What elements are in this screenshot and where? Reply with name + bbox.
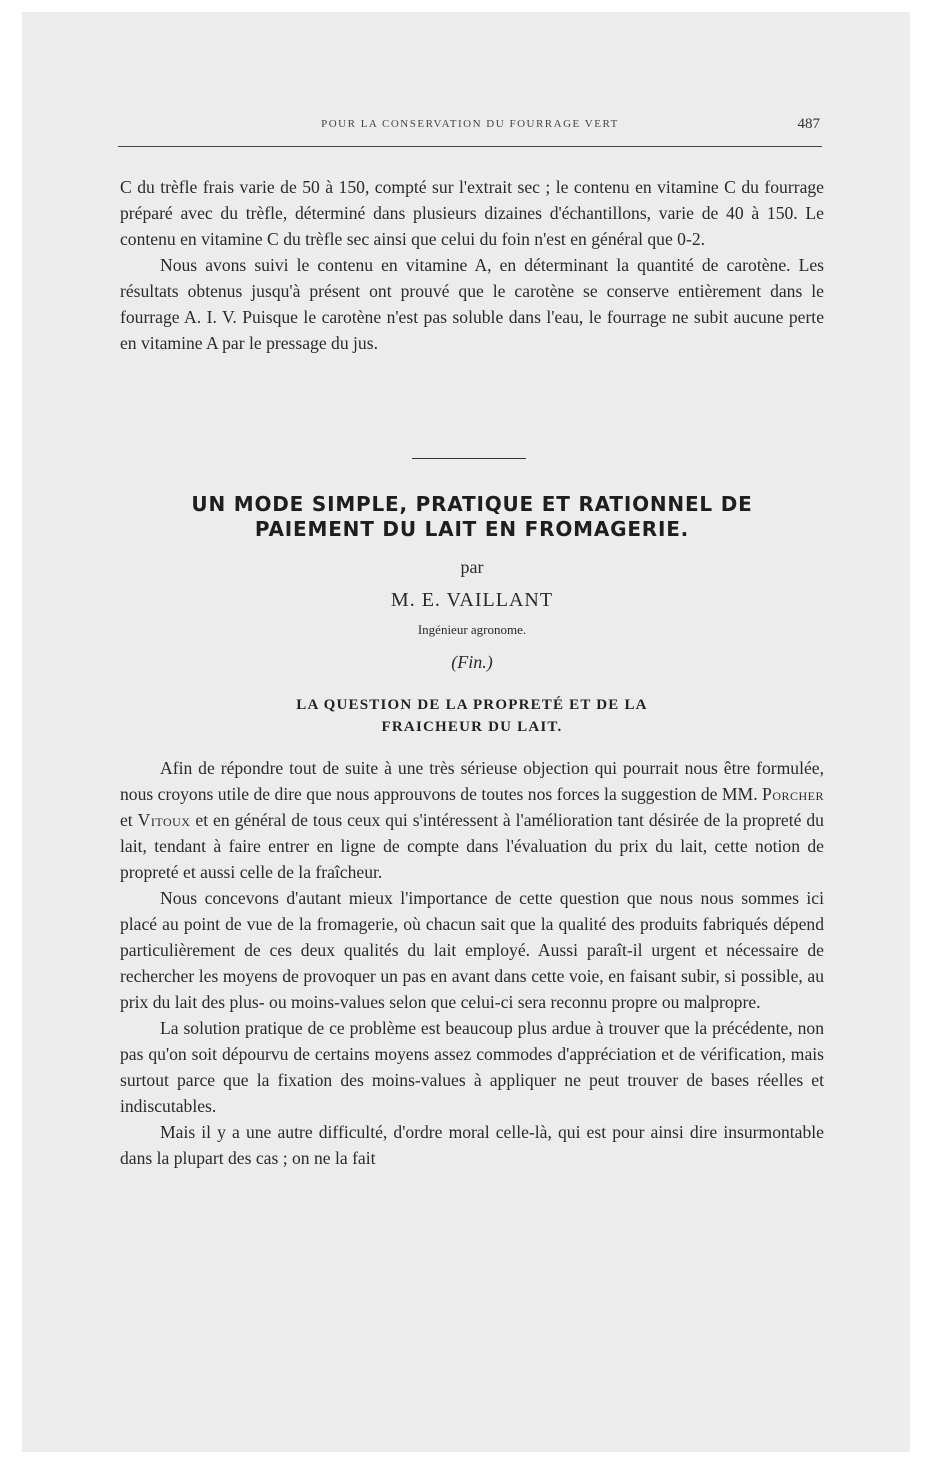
page-number: 487 <box>797 116 820 132</box>
paragraph-1-end: et en général de tous ceux qui s'intéressent à l'amélioration tant désirée de la propreté du lait, tendant à faire entrer en ligne de compte dans l'évaluation du prix du lait, cette notion de propreté et aussi celle de la fraîcheur. <box>120 810 824 882</box>
header-rule <box>118 146 822 147</box>
section-heading-line-1: LA QUESTION DE LA PROPRETÉ ET DE LA <box>296 697 648 713</box>
author-role: Ingénieur agronome. <box>417 622 527 637</box>
section-heading <box>120 694 824 738</box>
article-title-line-2: PAIEMENT DU LAIT EN FROMAGERIE. <box>254 517 690 541</box>
byline-par: par <box>460 557 484 577</box>
section-paragraph-4: Mais il y a une autre difficulté, d'ordre moral celle-là, qui est pour ainsi dire insurmontable dans la plupart des cas ; on ne la fait <box>120 1122 824 1168</box>
section-paragraph-1 <box>120 755 824 885</box>
intro-text <box>120 174 824 356</box>
paragraph-1-start: Afin de répondre tout de suite à une très sérieuse objection qui pourrait nous être formulée, nous croyons utile de dire que nous approuvons de toutes nos forces la suggestion de MM. <box>120 758 824 804</box>
section-paragraph-2: Nous concevons d'autant mieux l'importance de cette question que nous nous sommes ici placé au point de vue de la fromagerie, où chacun sait que la qualité des produits fabriqués dépend particulièrement de ces deux qualités du lait employé. Aussi paraît-il urgent et nécessaire de rechercher les moyens de provoquer un pas en avant dans cette voie, en faisant subir, si possible, au prix du lait des plus- ou moins-values selon que celui-ci sera reconnu propre ou malpropre. <box>120 888 824 1012</box>
section-paragraph-3: La solution pratique de ce problème est beaucoup plus ardue à trouver que la précédente, non pas qu'on soit dépourvu de certains moyens assez commodes d'appréciation et de vérification, mais surtout parce que la fixation des moins-values à appliquer ne peut trouver de bases réelles et indiscutables. <box>120 1018 824 1116</box>
name-porcher: Porcher <box>762 784 824 804</box>
article-title <box>118 492 826 542</box>
section-heading-line-2: FRAICHEUR DU LAIT. <box>381 719 563 735</box>
running-head <box>120 118 820 140</box>
intro-paragraph-2: Nous avons suivi le contenu en vitamine A, en déterminant la quantité de carotène. Les résultats obtenus jusqu'à présent ont prouvé que le carotène se conserve entièrement dans le fourrage A. I. V. Puisque le carotène n'est pas soluble dans l'eau, le fourrage ne subit aucune perte en vitamine A par le pressage du jus. <box>120 255 824 353</box>
intro-paragraph-1: C du trèfle frais varie de 50 à 150, compté sur l'extrait sec ; le contenu en vitamine C du fourrage préparé avec du trèfle, déterminé dans plusieurs dizaines d'échantillons, varie de 40 à 150. Le contenu en vitamine C du trèfle sec ainsi que celui du foin n'est en général que 0-2. <box>120 177 824 249</box>
continuation-note: (Fin.) <box>451 652 493 672</box>
paragraph-1-and: et <box>120 810 138 830</box>
running-title: POUR LA CONSERVATION DU FOURRAGE VERT <box>321 118 619 130</box>
article-title-line-1: UN MODE SIMPLE, PRATIQUE ET RATIONNEL DE <box>191 492 753 516</box>
author-name: M. E. VAILLANT <box>390 589 554 611</box>
section-text <box>120 755 824 1171</box>
section-separator <box>412 458 526 459</box>
name-vitoux: Vitoux <box>137 810 191 830</box>
